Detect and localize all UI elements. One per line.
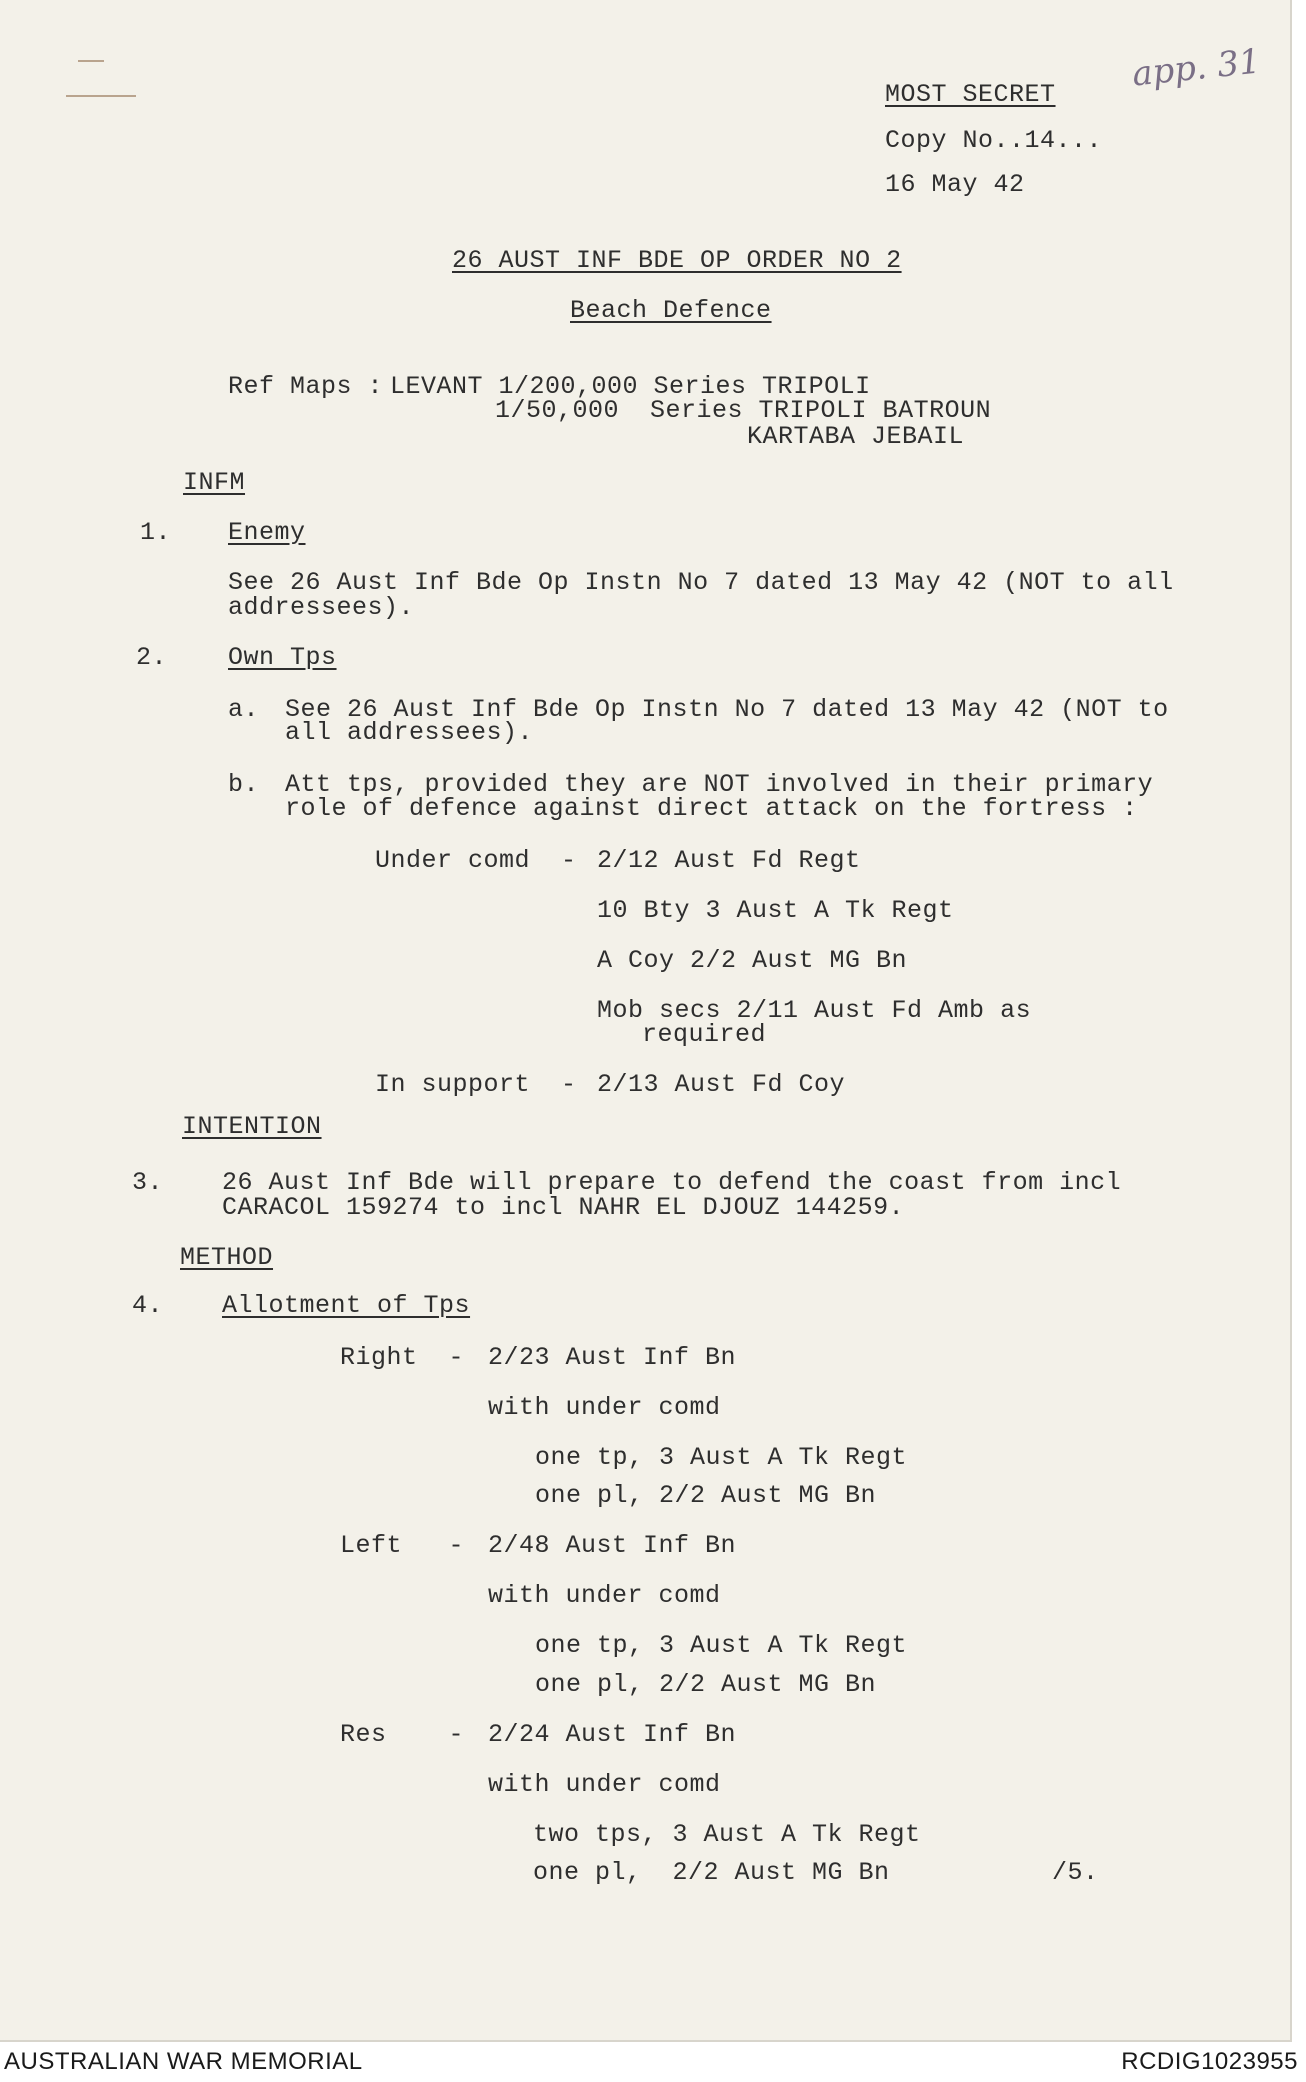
classification: MOST SECRET: [885, 80, 1056, 109]
allotment-sub: one pl, 2/2 Aust MG Bn: [535, 1670, 877, 1699]
para-heading-enemy: Enemy: [228, 518, 306, 547]
under-comd-label: Under comd -: [375, 846, 577, 875]
section-heading-infm: INFM: [183, 468, 246, 497]
allotment-label: Res -: [340, 1720, 465, 1749]
allotment-label: Right -: [340, 1343, 465, 1372]
section-heading-method: METHOD: [180, 1243, 274, 1272]
allotment-unit: 2/48 Aust Inf Bn: [488, 1531, 737, 1560]
para-text: See 26 Aust Inf Bde Op Instn No 7 dated 13 May 42 (NOT to all: [228, 568, 1174, 597]
allotment-sub: one tp, 3 Aust A Tk Regt: [535, 1443, 908, 1472]
document-date: 16 May 42: [885, 170, 1025, 199]
in-support-label: In support -: [375, 1070, 577, 1099]
attached-unit-cont: required: [642, 1020, 767, 1049]
para-number: 3.: [132, 1168, 164, 1197]
para-text: See 26 Aust Inf Bde Op Instn No 7 dated 13 May 42 (NOT to: [285, 695, 1169, 724]
footer-id: RCDIG1023955: [1121, 2048, 1298, 2075]
allotment-with: with under comd: [488, 1393, 721, 1422]
allotment-sub: one pl, 2/2 Aust MG Bn: [535, 1481, 877, 1510]
continuation-marker: /5.: [1052, 1858, 1099, 1887]
allotment-unit: 2/24 Aust Inf Bn: [488, 1720, 737, 1749]
para-text: all addressees).: [285, 718, 534, 747]
para-text: addressees).: [228, 593, 415, 622]
allotment-sub: one pl, 2/2 Aust MG Bn: [533, 1858, 890, 1887]
ref-maps-line: LEVANT 1/200,000 Series TRIPOLI: [390, 372, 871, 401]
attached-unit: A Coy 2/2 Aust MG Bn: [597, 946, 908, 975]
document-subtitle: Beach Defence: [570, 296, 772, 325]
allotment-sub: two tps, 3 Aust A Tk Regt: [533, 1820, 921, 1849]
ref-maps-line: 1/50,000 Series TRIPOLI BATROUN: [495, 396, 992, 425]
para-number: 4.: [132, 1291, 164, 1320]
support-unit: 2/13 Aust Fd Coy: [597, 1070, 846, 1099]
allotment-label: Left -: [340, 1531, 465, 1560]
para-number: 1.: [140, 518, 172, 547]
ref-maps-label: Ref Maps :: [228, 372, 384, 401]
document-title: 26 AUST INF BDE OP ORDER NO 2: [452, 246, 902, 275]
subpara-label: a.: [228, 695, 260, 724]
para-heading-allotment: Allotment of Tps: [222, 1291, 471, 1320]
paper-mark: [66, 95, 136, 97]
paper-mark: [78, 60, 104, 62]
para-number: 2.: [136, 643, 168, 672]
handwritten-annotation: app. 31: [1130, 41, 1263, 95]
subpara-label: b.: [228, 770, 260, 799]
allotment-with: with under comd: [488, 1581, 721, 1610]
para-text: 26 Aust Inf Bde will prepare to defend the coast from incl: [222, 1168, 1122, 1197]
allotment-with: with under comd: [488, 1770, 721, 1799]
attached-unit: Mob secs 2/11 Aust Fd Amb as: [597, 996, 1032, 1025]
para-text: CARACOL 159274 to incl NAHR EL DJOUZ 144259.: [222, 1193, 905, 1222]
para-text: role of defence against direct attack on the fortress :: [285, 794, 1138, 823]
para-heading-own-tps: Own Tps: [228, 643, 337, 672]
allotment-unit: 2/23 Aust Inf Bn: [488, 1343, 737, 1372]
copy-number: Copy No..14...: [885, 126, 1103, 155]
ref-maps-line: KARTABA JEBAIL: [747, 422, 965, 451]
section-heading-intention: INTENTION: [182, 1112, 322, 1141]
footer-source: AUSTRALIAN WAR MEMORIAL: [4, 2048, 363, 2075]
allotment-sub: one tp, 3 Aust A Tk Regt: [535, 1631, 908, 1660]
para-text: Att tps, provided they are NOT involved in their primary: [285, 770, 1154, 799]
attached-unit: 2/12 Aust Fd Regt: [597, 846, 861, 875]
attached-unit: 10 Bty 3 Aust A Tk Regt: [597, 896, 954, 925]
